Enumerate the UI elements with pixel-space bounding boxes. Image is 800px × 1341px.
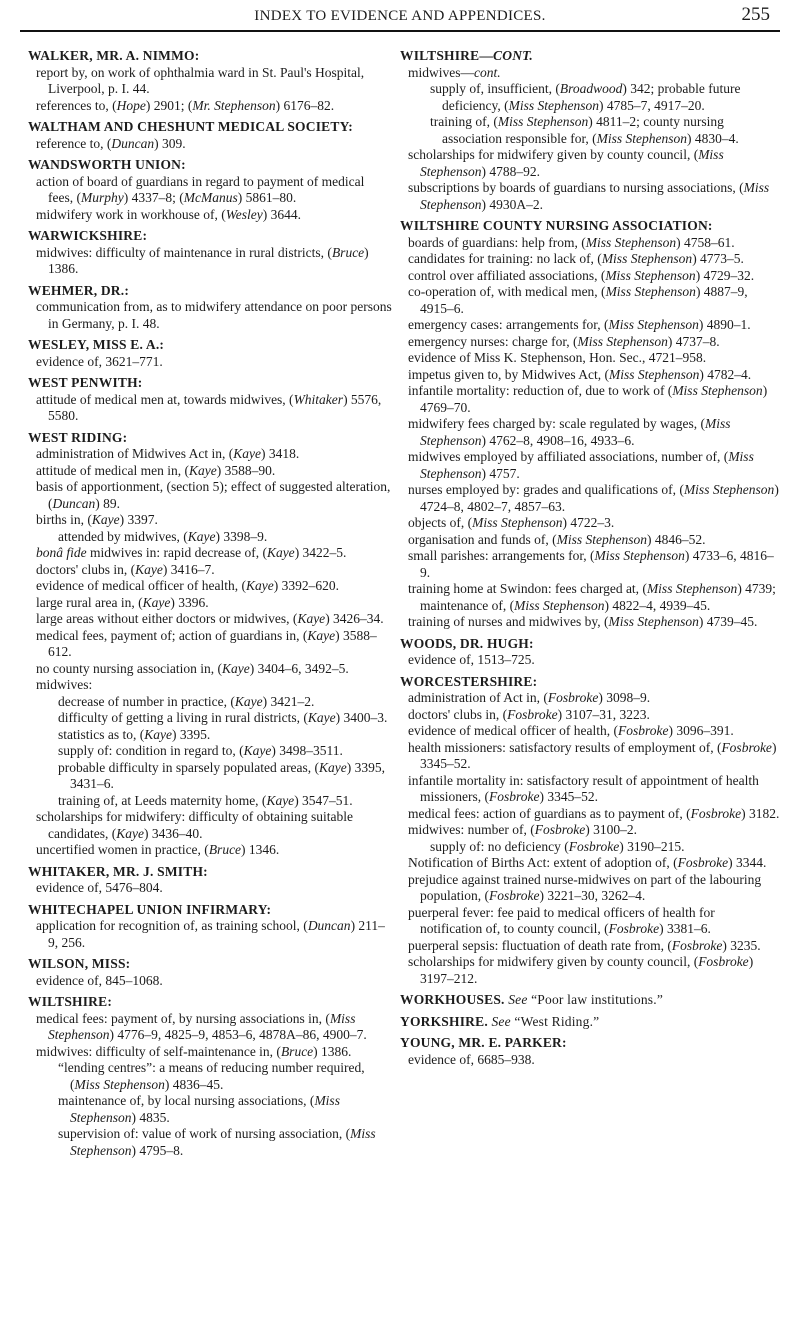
- index-entry: [26, 157, 392, 223]
- entry-subheading: scholarships for midwifery given by county council, (Fosbroke) 3197–212.: [408, 954, 754, 986]
- entry-heading: WILTSHIRE COUNTY NURSING ASSOCIATION:: [400, 218, 713, 233]
- entry-subheading: medical fees, payment of; action of guardians in, (Kaye) 3588–612.: [36, 627, 377, 659]
- entry-heading: WHITAKER, MR. J. SMITH:: [28, 863, 208, 879]
- entry-subheading: statistics as to, (Kaye) 3395.: [58, 726, 211, 742]
- entry-subheading: evidence of, 845–1068.: [36, 972, 163, 988]
- index-entry: [398, 1035, 780, 1068]
- entry-subheading: attended by midwives, (Kaye) 3398–9.: [58, 528, 268, 544]
- index-entry: [26, 375, 392, 425]
- index-entry: [26, 228, 392, 278]
- entry-subheading: midwives: number of, (Fosbroke) 3100–2.: [408, 822, 637, 837]
- index-entry: [398, 218, 780, 631]
- entry-subheading: midwives: difficulty of self-maintenance in, (Bruce) 1386.: [36, 1043, 352, 1059]
- entry-subheading: small parishes: arrangements for, (Miss Stephenson) 4733–6, 4816–9.: [408, 548, 774, 580]
- index-entry: [26, 956, 392, 989]
- index-entry: [398, 48, 780, 213]
- entry-subheading: action of board of guardians in regard to payment of medical fees, (Murphy) 4337–8; (McManus) 5861–80.: [36, 173, 365, 205]
- entry-heading: WALKER, MR. A. NIMMO:: [28, 48, 200, 63]
- header-rule: [20, 30, 780, 32]
- index-entry: [26, 48, 392, 114]
- index-entry: [26, 119, 392, 152]
- index-entry: [398, 1014, 780, 1031]
- entry-subheading: emergency nurses: charge for, (Miss Stephenson) 4737–8.: [408, 333, 720, 349]
- entry-subheading: infantile mortality: reduction of, due to work of (Miss Stephenson) 4769–70.: [408, 383, 768, 415]
- entry-subheading: candidates for training: no lack of, (Miss Stephenson) 4773–5.: [408, 251, 744, 266]
- entry-heading: WANDSWORTH UNION:: [28, 157, 186, 172]
- entry-subheading: puerperal sepsis: fluctuation of death rate from, (Fosbroke) 3235.: [408, 937, 761, 953]
- entry-heading: WOODS, DR. HUGH:: [400, 635, 534, 651]
- entry-heading: WORKHOUSES. See “Poor law institutions.”: [400, 992, 664, 1007]
- entry-subheading: “lending centres”: a means of reducing number required, (Miss Stephenson) 4836–45.: [58, 1060, 365, 1092]
- entry-subheading: evidence of medical officer of health, (Kaye) 3392–620.: [36, 578, 340, 593]
- entry-subheading: training of, (Miss Stephenson) 4811–2; county nursing association responsible for, (Miss Stephenson) 4830–4.: [430, 114, 739, 146]
- entry-subheading: infantile mortality in: satisfactory result of appointment of health missioners, (Fosbroke) 3345–52.: [408, 772, 759, 804]
- index-entry: [398, 674, 780, 988]
- entry-subheading: supply of: condition in regard to, (Kaye) 3498–3511.: [58, 743, 343, 758]
- entry-subheading: impetus given to, by Midwives Act, (Miss Stephenson) 4782–4.: [408, 366, 752, 382]
- entry-subheading: supply of, insufficient, (Broadwood) 342; probable future deficiency, (Miss Stephenson) 4785–7, 4917–20.: [430, 81, 741, 113]
- entry-subheading: doctors' clubs in, (Kaye) 3416–7.: [36, 561, 215, 577]
- entry-subheading: application for recognition of, as training school, (Duncan) 211–9, 256.: [36, 918, 385, 950]
- entry-subheading: medical fees: action of guardians as to payment of, (Fosbroke) 3182.: [408, 805, 780, 821]
- index-entry: [26, 283, 392, 333]
- page-header: [0, 0, 800, 30]
- entry-subheading: midwifery work in workhouse of, (Wesley) 3644.: [36, 206, 301, 222]
- index-entry: [26, 337, 392, 370]
- entry-subheading: references to, (Hope) 2901; (Mr. Stephenson) 6176–82.: [36, 97, 335, 113]
- entry-heading: YOUNG, MR. E. PARKER:: [400, 1035, 567, 1050]
- entry-subheading: organisation and funds of, (Miss Stephenson) 4846–52.: [408, 531, 706, 547]
- entry-subheading: decrease of number in practice, (Kaye) 3421–2.: [58, 693, 315, 709]
- entry-subheading: administration of Act in, (Fosbroke) 3098–9.: [408, 690, 651, 705]
- entry-subheading: co-operation of, with medical men, (Miss Stephenson) 4887–9, 4915–6.: [408, 284, 748, 316]
- entry-heading: YORKSHIRE. See “West Riding.”: [400, 1013, 600, 1029]
- entry-subheading: midwifery fees charged by: scale regulated by wages, (Miss Stephenson) 4762–8, 4908–16, 4933–6.: [408, 416, 731, 448]
- entry-subheading: evidence of Miss K. Stephenson, Hon. Sec., 4721–958.: [408, 350, 707, 365]
- running-title: INDEX TO EVIDENCE AND APPENDICES.: [254, 8, 546, 24]
- entry-subheading: boards of guardians: help from, (Miss Stephenson) 4758–61.: [408, 234, 735, 250]
- entry-subheading: control over affiliated associations, (Miss Stephenson) 4729–32.: [408, 267, 755, 283]
- entry-heading: WEST RIDING:: [28, 429, 128, 445]
- index-entry: [26, 902, 392, 952]
- entry-subheading: reference to, (Duncan) 309.: [36, 135, 186, 151]
- entry-subheading: attitude of medical men at, towards midwives, (Whitaker) 5576, 5580.: [36, 391, 382, 423]
- entry-subheading: puerperal fever: fee paid to medical officers of health for notification of, to county council, (Fosbroke) 3381–6.: [408, 904, 715, 936]
- index-entry: [26, 864, 392, 897]
- entry-subheading: medical fees: payment of, by nursing associations in, (Miss Stephenson) 4776–9, 4825–9, 4853–6, 4878A–86, 4900–7.: [36, 1010, 367, 1042]
- entry-heading: WILSON, MISS:: [28, 956, 131, 971]
- entry-subheading: report by, on work of ophthalmia ward in St. Paul's Hospital, Liverpool, p. I. 44.: [36, 64, 365, 96]
- index-entry: [26, 430, 392, 859]
- entry-subheading: no county nursing association in, (Kaye) 3404–6, 3492–5.: [36, 660, 349, 676]
- entry-subheading: emergency cases: arrangements for, (Miss Stephenson) 4890–1.: [408, 317, 751, 332]
- entry-subheading: prejudice against trained nurse-midwives on part of the labouring population, (Fosbroke) 3221–30, 3262–4.: [408, 871, 762, 903]
- entry-subheading: scholarships for midwifery: difficulty of obtaining suitable candidates, (Kaye) 3436–40.: [36, 809, 353, 841]
- entry-subheading: Notification of Births Act: extent of adoption of, (Fosbroke) 3344.: [408, 855, 767, 870]
- entry-subheading: training of, at Leeds maternity home, (Kaye) 3547–51.: [58, 792, 353, 808]
- entry-subheading: evidence of, 1513–725.: [408, 652, 535, 667]
- entry-subheading: administration of Midwives Act in, (Kaye) 3418.: [36, 446, 300, 461]
- entry-subheading: subscriptions by boards of guardians to nursing associations, (Miss Stephenson) 4930A–2.: [408, 180, 770, 212]
- entry-subheading: large areas without either doctors or midwives, (Kaye) 3426–34.: [36, 611, 384, 626]
- entry-heading: WESLEY, MISS E. A.:: [28, 337, 165, 352]
- entry-subheading: evidence of medical officer of health, (Fosbroke) 3096–391.: [408, 723, 734, 738]
- entry-subheading: evidence of, 5476–804.: [36, 880, 163, 895]
- entry-subheading: communication from, as to midwifery attendance on poor persons in Germany, p. I. 48.: [36, 299, 392, 331]
- entry-subheading: supervision of: value of work of nursing association, (Miss Stephenson) 4795–8.: [58, 1126, 376, 1158]
- entry-subheading: probable difficulty in sparsely populated areas, (Kaye) 3395, 3431–6.: [58, 759, 386, 791]
- entry-subheading: training of nurses and midwives by, (Miss Stephenson) 4739–45.: [408, 614, 758, 629]
- entry-subheading: objects of, (Miss Stephenson) 4722–3.: [408, 515, 615, 530]
- entry-subheading: large rural area in, (Kaye) 3396.: [36, 594, 209, 610]
- index-column-left: [26, 48, 392, 1159]
- entry-subheading: attitude of medical men in, (Kaye) 3588–90.: [36, 462, 276, 478]
- entry-subheading: maintenance of, by local nursing associations, (Miss Stephenson) 4835.: [58, 1093, 340, 1125]
- entry-heading: WARWICKSHIRE:: [28, 228, 148, 243]
- entry-subheading: evidence of, 3621–771.: [36, 353, 163, 369]
- entry-subheading: difficulty of getting a living in rural districts, (Kaye) 3400–3.: [58, 710, 388, 725]
- entry-subheading: training home at Swindon: fees charged at, (Miss Stephenson) 4739; maintenance of, (Miss Stephenson) 4822–4, 4939–45.: [408, 581, 776, 613]
- entry-heading: WORCESTERSHIRE:: [400, 673, 538, 689]
- index-entry: [26, 994, 392, 1159]
- entry-subheading: midwives employed by affiliated associations, number of, (Miss Stephenson) 4757.: [408, 449, 754, 481]
- entry-heading: WILTSHIRE—CONT.: [400, 48, 533, 63]
- entry-subheading: health missioners: satisfactory results of employment of, (Fosbroke) 3345–52.: [408, 739, 777, 771]
- entry-subheading: uncertified women in practice, (Bruce) 1346.: [36, 842, 280, 857]
- entry-subheading: basis of apportionment, (section 5); effect of suggested alteration, (Duncan) 89.: [36, 479, 391, 511]
- index-column-right: [398, 48, 780, 1068]
- entry-subheading: births in, (Kaye) 3397.: [36, 512, 158, 527]
- entry-heading: WHITECHAPEL UNION INFIRMARY:: [28, 901, 272, 917]
- entry-subheading: evidence of, 6685–938.: [408, 1051, 535, 1067]
- entry-subheading: midwives:: [36, 677, 93, 692]
- entry-subheading: supply of: no deficiency (Fosbroke) 3190–215.: [430, 838, 685, 854]
- index-entry: [398, 992, 780, 1009]
- entry-subheading: bonâ fide midwives in: rapid decrease of, (Kaye) 3422–5.: [36, 545, 347, 560]
- entry-subheading: doctors' clubs in, (Fosbroke) 3107–31, 3223.: [408, 706, 650, 722]
- entry-heading: WILTSHIRE:: [28, 994, 113, 1009]
- entry-heading: WEST PENWITH:: [28, 375, 143, 390]
- entry-subheading: nurses employed by: grades and qualifications of, (Miss Stephenson) 4724–8, 4802–7, 4857–63.: [408, 482, 779, 514]
- entry-subheading: scholarships for midwifery given by county council, (Miss Stephenson) 4788–92.: [408, 147, 724, 179]
- entry-subheading: midwives: difficulty of maintenance in rural districts, (Bruce) 1386.: [36, 244, 369, 276]
- index-entry: [398, 636, 780, 669]
- entry-heading: WALTHAM AND CHESHUNT MEDICAL SOCIETY:: [28, 119, 353, 134]
- entry-subheading: midwives—cont.: [408, 64, 501, 80]
- page-number: 255: [741, 4, 770, 25]
- entry-heading: WEHMER, DR.:: [28, 282, 130, 298]
